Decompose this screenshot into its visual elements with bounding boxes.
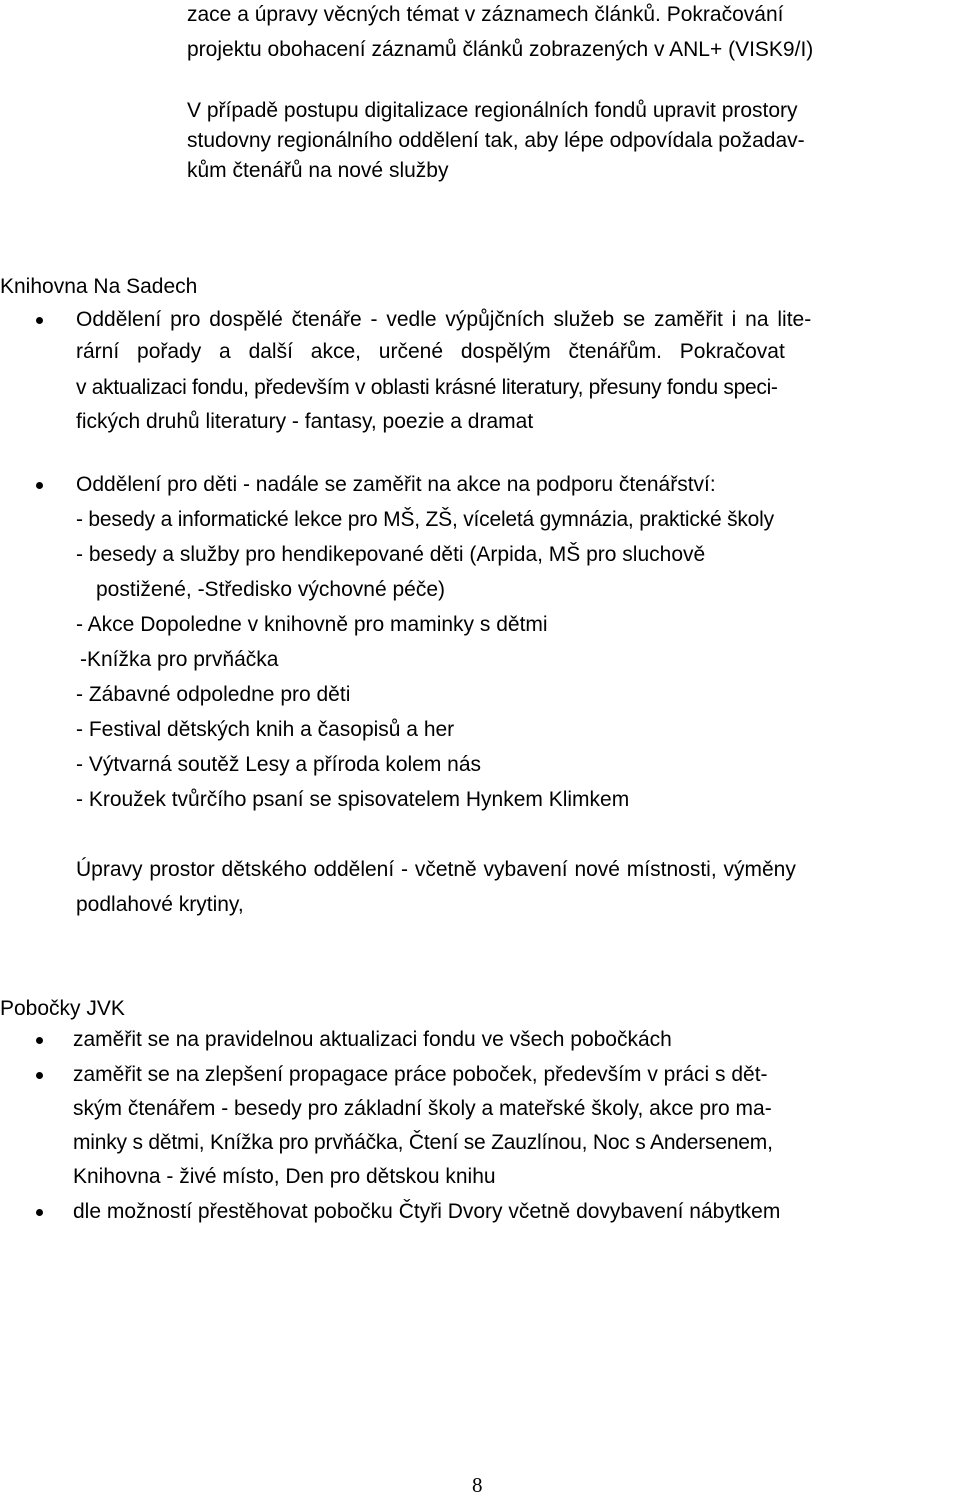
text-line: studovny regionálního oddělení tak, aby lépe odpovídala požadav-: [187, 129, 805, 152]
text-line: zaměřit se na zlepšení propagace práce poboček, především v práci s dět-: [73, 1063, 768, 1086]
text-line: Úpravy prostor dětského oddělení - včetně vybavení nové místnosti, výměny: [76, 858, 796, 881]
text-line: Knihovna - živé místo, Den pro dětskou knihu: [73, 1165, 496, 1188]
bullet-icon: [36, 1072, 43, 1079]
list-item: - Festival dětských knih a časopisů a her: [76, 718, 455, 741]
list-item: postižené, -Středisko výchovné péče): [96, 578, 446, 601]
text-line: minky s dětmi, Knížka pro prvňáčka, Čtení se Zauzlínou, Noc s Andersenem,: [73, 1131, 773, 1154]
text-line: podlahové krytiny,: [76, 893, 244, 916]
list-item: - besedy a služby pro hendikepované děti (Arpida, MŠ pro sluchově: [76, 543, 706, 566]
section-heading-na-sadech: Knihovna Na Sadech: [0, 275, 198, 298]
list-item: - besedy a informatické lekce pro MŠ, ZŠ, víceletá gymnázia, praktické školy: [76, 508, 774, 531]
list-item: zaměřit se na pravidelnou aktualizaci fondu ve všech pobočkách: [73, 1028, 672, 1051]
text-line: rární pořady a další akce, určené dospělým čtenářům. Pokračovat: [76, 340, 785, 363]
text-line: ským čtenářem - besedy pro základní školy a mateřské školy, akce pro ma-: [73, 1097, 772, 1120]
text-line: Oddělení pro dospělé čtenáře - vedle výpůjčních služeb se zaměřit i na lite-: [76, 308, 812, 331]
list-item: -Knížka pro prvňáčka: [80, 648, 279, 671]
list-item: - Kroužek tvůrčího psaní se spisovatelem Hynkem Klimkem: [76, 788, 630, 811]
section-heading-pobocky: Pobočky JVK: [0, 997, 125, 1020]
list-item: - Výtvarná soutěž Lesy a příroda kolem nás: [76, 753, 482, 776]
text-line: kům čtenářů na nové služby: [187, 159, 449, 182]
text-line: zace a úpravy věcných témat v záznamech článků. Pokračování: [187, 3, 784, 26]
text-line: v aktualizaci fondu, především v oblasti krásné literatury, přesuny fondu speci-: [76, 376, 778, 399]
list-item: - Zábavné odpoledne pro děti: [76, 683, 351, 706]
list-item: dle možností přestěhovat pobočku Čtyři Dvory včetně dovybavení nábytkem: [73, 1200, 781, 1223]
bullet-icon: [36, 317, 43, 324]
text-line: projektu obohacení záznamů článků zobrazených v ANL+ (VISK9/I): [187, 38, 814, 61]
list-item: - Akce Dopoledne v knihovně pro maminky s dětmi: [76, 613, 548, 636]
bullet-icon: [36, 482, 43, 489]
text-line: fických druhů literatury - fantasy, poezie a dramat: [76, 410, 534, 433]
bullet-icon: [36, 1209, 43, 1216]
text-line: V případě postupu digitalizace regionálních fondů upravit prostory: [187, 99, 798, 122]
page-number: 8: [472, 1473, 483, 1497]
bullet-icon: [36, 1037, 43, 1044]
text-line: Oddělení pro děti - nadále se zaměřit na akce na podporu čtenářství:: [76, 473, 716, 496]
